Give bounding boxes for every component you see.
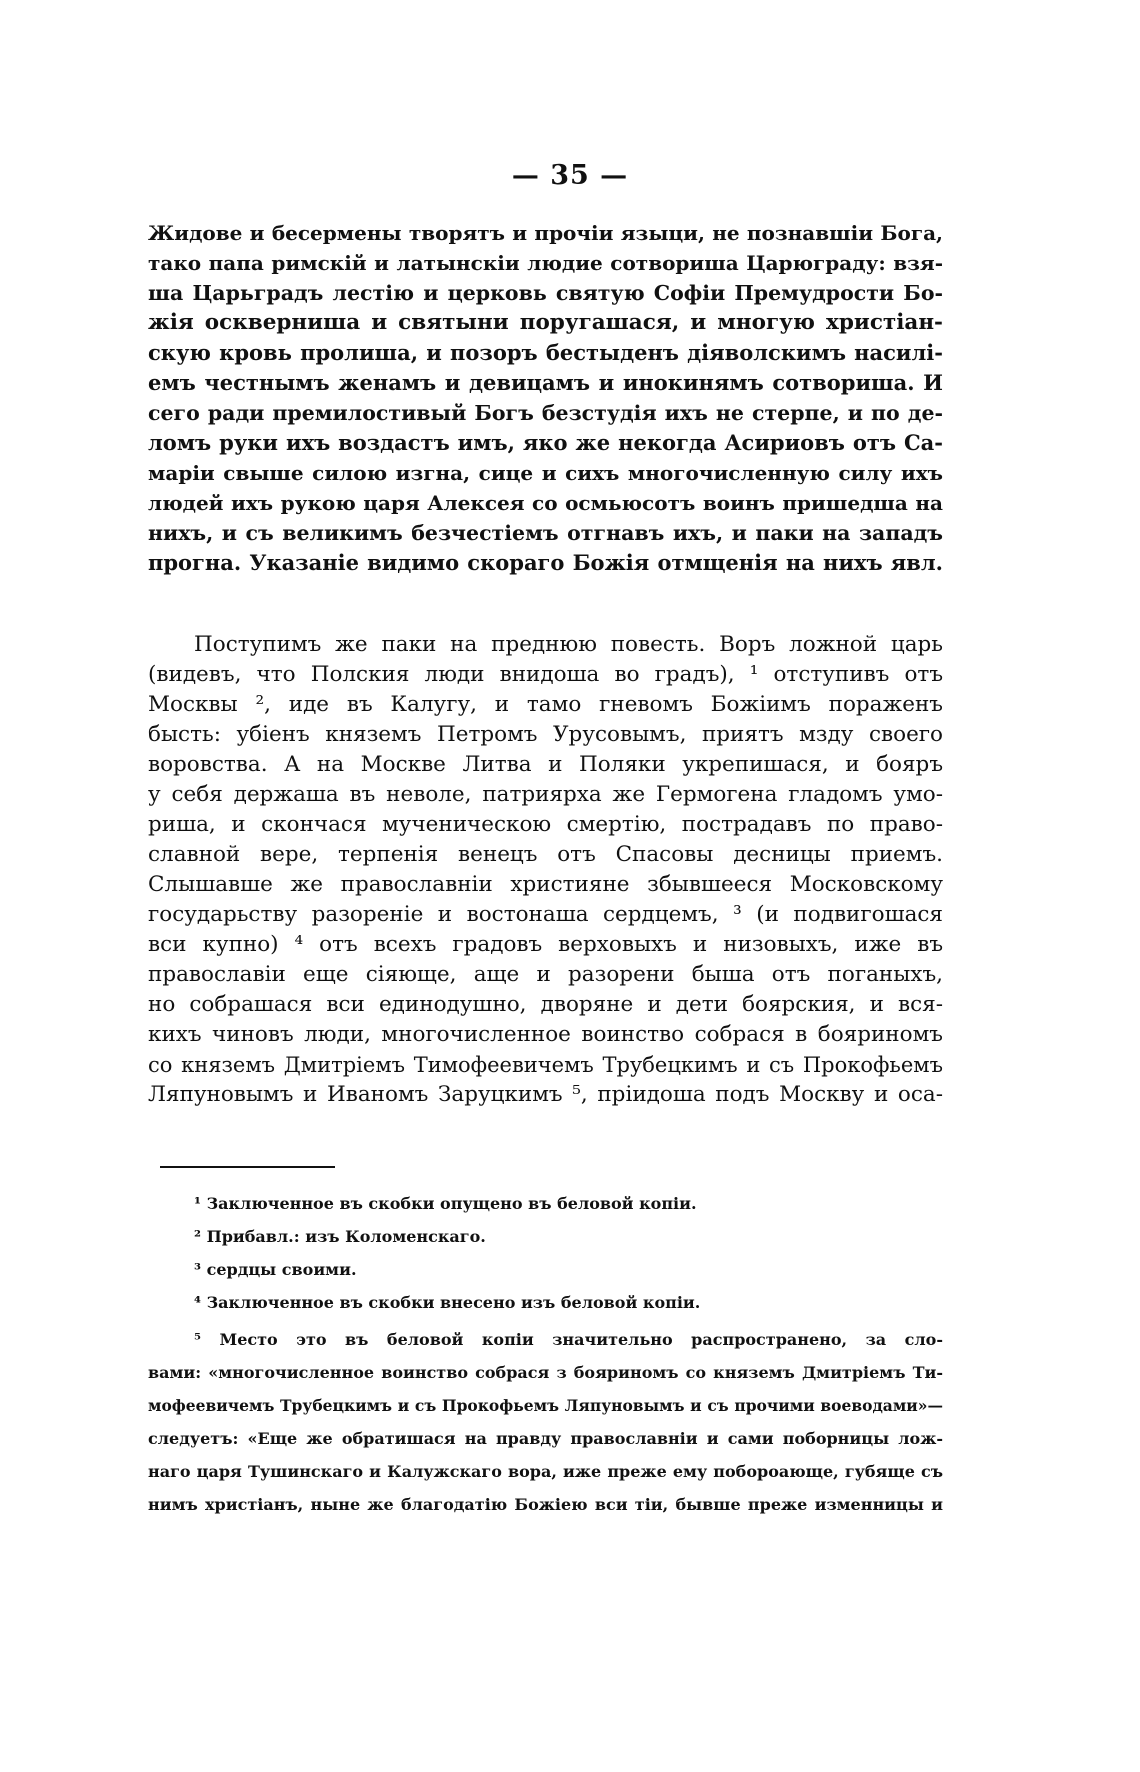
text-line: скую кровь пролиша, и позоръ бестыденъ дiяволскимъ насилi- <box>148 340 943 365</box>
text-line: православiи еще сiяюще, аще и разорени быша отъ поганыхъ, <box>148 962 943 987</box>
text-line: риша, и скончася мученическою смертiю, пострадавъ по право- <box>148 812 943 837</box>
text-line: ломъ руки ихъ воздастъ имъ, яко же некогда Асириовъ отъ Са- <box>148 430 943 455</box>
footnote-5-line: наго царя Тушинскаго и Калужскаго вора, иже преже ему побороающе, губяще съ <box>148 1462 943 1481</box>
text-line: емъ честнымъ женамъ и девицамъ и инокинямъ сотвориша. И <box>148 370 943 395</box>
footnote-5-line: вами: «многочисленное воинство собрася з бояриномъ со княземъ Дмитрiемъ Ти- <box>148 1363 943 1382</box>
text-line: Поступимъ же паки на преднюю повесть. Воръ ложной царь <box>194 632 943 657</box>
paragraph-2 <box>148 630 943 1110</box>
text-line: сего ради премилостивый Богъ безстудiя ихъ не стерпе, и по де- <box>148 401 943 425</box>
footnote-2: ² Прибавл.: изъ Коломенскаго. <box>194 1227 486 1246</box>
text-line: кихъ чиновъ люди, многочисленное воинство собрася в бояриномъ <box>148 1022 943 1047</box>
text-line: у себя держаша въ неволе, патриярха же Гермогена гладомъ умо- <box>148 782 943 807</box>
text-line: бысть: убiенъ княземъ Петромъ Урусовымъ, приятъ мзду своего <box>148 722 943 747</box>
text-line: Слышавше же православнiи християне збывшееся Московскому <box>148 872 943 897</box>
text-line: людей ихъ рукою царя Алексея со осмьюсотъ воинъ пришедша на <box>148 491 943 515</box>
page-number: — 35 — <box>511 160 629 191</box>
paragraph-1 <box>148 218 943 578</box>
text-line: ша Царьградъ лестiю и церковь святую Софiи Премудрости Бо- <box>148 281 943 305</box>
footnote-1: ¹ Заключенное въ скобки опущено въ беловой копiи. <box>194 1194 697 1213</box>
text-line: но собрашася вси единодушно, дворяне и дети боярския, и вся- <box>148 992 943 1017</box>
footnote-5-line: ⁵ Место это въ беловой копiи значительно распространено, за сло- <box>194 1330 943 1349</box>
footnote-5-line: следуетъ: «Еще же обратишася на правду православнiи и сами поборницы лож- <box>148 1429 943 1448</box>
footnote-3: ³ сердцы своими. <box>194 1260 357 1279</box>
text-line: Москвы ², иде въ Калугу, и тамо гневомъ Божiимъ пораженъ <box>148 692 943 717</box>
footnote-5-line: мофеевичемъ Трубецкимъ и съ Прокофьемъ Ляпуновымъ и съ прочими воеводами»— <box>148 1396 943 1415</box>
footnote-4: ⁴ Заключенное въ скобки внесено изъ беловой копiи. <box>194 1293 701 1312</box>
text-line: нихъ, и съ великимъ безчестiемъ отгнавъ ихъ, и паки на западъ <box>148 521 943 545</box>
text-line: воровства. А на Москве Литва и Поляки укрепишася, и бояръ <box>148 752 943 777</box>
text-line: славной вере, терпенiя венецъ отъ Спасовы десницы приемъ. <box>148 842 943 867</box>
footnotes <box>148 1187 943 1521</box>
text-line: прогна. Указанiе видимо скораго Божiя отмщенiя на нихъ явл. <box>148 550 943 575</box>
text-line: государьству разоренiе и востонаша сердцемъ, ³ (и подвигошася <box>148 902 943 927</box>
footnote-divider <box>160 1166 335 1168</box>
text-line: марiи свыше силою изгна, сице и сихъ многочисленную силу ихъ <box>148 461 943 485</box>
text-line: вси купно) ⁴ отъ всехъ градовъ верховыхъ и низовыхъ, иже въ <box>148 932 943 957</box>
text-line: со княземъ Дмитрiемъ Тимофеевичемъ Трубецкимъ и съ Прокофьемъ <box>148 1053 943 1077</box>
footnote-5-line: нимъ христiанъ, нынe же благодатiю Божiею вси тiи, бывше преже изменницы и <box>148 1495 943 1514</box>
text-line: тако папа римскiй и латынскiи людие сотвориша Царюграду: взя- <box>148 251 943 275</box>
text-line: Жидове и бесермены творятъ и прочiи языци, не познавшiи Бога, <box>148 221 943 245</box>
text-line: (видевъ, что Полския люди внидоша во градъ), ¹ отступивъ отъ <box>148 662 943 687</box>
text-line: жiя оскверниша и святыни поругашася, и многую христiан- <box>148 310 943 335</box>
text-line: Ляпуновымъ и Иваномъ Заруцкимъ ⁵, прiидоша подъ Москву и оса- <box>148 1082 943 1107</box>
